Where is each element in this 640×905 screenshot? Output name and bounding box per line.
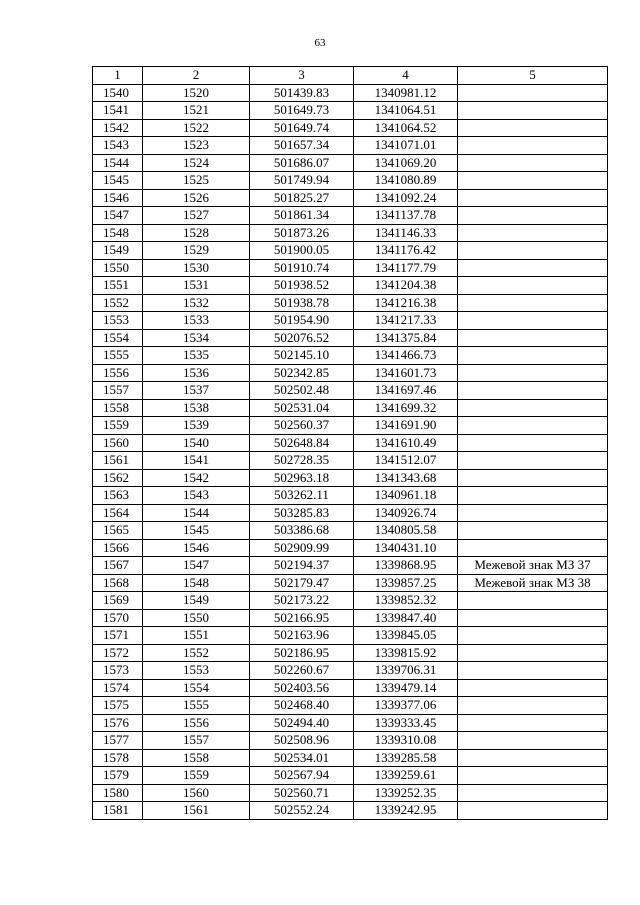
- y-coordinate-cell: 1341216.38: [354, 294, 458, 312]
- point-number-cell: 1566: [93, 539, 143, 557]
- point-number-cell: 1565: [93, 522, 143, 540]
- y-coordinate-cell: 1339852.32: [354, 592, 458, 610]
- point-number-cell: 1549: [93, 242, 143, 260]
- x-coordinate-cell: 502728.35: [250, 452, 354, 470]
- y-coordinate-cell: 1341092.24: [354, 189, 458, 207]
- point-id-cell: 1524: [143, 154, 250, 172]
- point-number-cell: 1541: [93, 102, 143, 120]
- table-row: [93, 487, 608, 505]
- y-coordinate-cell: 1341080.89: [354, 172, 458, 190]
- point-number-cell: 1552: [93, 294, 143, 312]
- point-number-cell: 1560: [93, 434, 143, 452]
- x-coordinate-cell: 502163.96: [250, 627, 354, 645]
- header-cell-1: 1: [93, 67, 143, 85]
- point-id-cell: 1551: [143, 627, 250, 645]
- table-row: [93, 662, 608, 680]
- note-cell: [458, 662, 608, 680]
- x-coordinate-cell: 502531.04: [250, 399, 354, 417]
- y-coordinate-cell: 1340961.18: [354, 487, 458, 505]
- point-number-cell: 1553: [93, 312, 143, 330]
- point-number-cell: 1555: [93, 347, 143, 365]
- table-row: [93, 137, 608, 155]
- note-cell: [458, 84, 608, 102]
- point-id-cell: 1542: [143, 469, 250, 487]
- note-cell: [458, 224, 608, 242]
- x-coordinate-cell: 502468.40: [250, 697, 354, 715]
- y-coordinate-cell: 1341204.38: [354, 277, 458, 295]
- header-cell-2: 2: [143, 67, 250, 85]
- point-number-cell: 1580: [93, 784, 143, 802]
- point-id-cell: 1529: [143, 242, 250, 260]
- note-cell: [458, 714, 608, 732]
- note-cell: [458, 189, 608, 207]
- table-row: [93, 592, 608, 610]
- point-id-cell: 1548: [143, 574, 250, 592]
- table-row: [93, 679, 608, 697]
- x-coordinate-cell: 501657.34: [250, 137, 354, 155]
- point-number-cell: 1548: [93, 224, 143, 242]
- x-coordinate-cell: 502567.94: [250, 767, 354, 785]
- point-number-cell: 1551: [93, 277, 143, 295]
- y-coordinate-cell: 1339845.05: [354, 627, 458, 645]
- point-id-cell: 1546: [143, 539, 250, 557]
- note-cell: [458, 767, 608, 785]
- point-id-cell: 1549: [143, 592, 250, 610]
- point-number-cell: 1561: [93, 452, 143, 470]
- y-coordinate-cell: 1340431.10: [354, 539, 458, 557]
- x-coordinate-cell: 501861.34: [250, 207, 354, 225]
- point-number-cell: 1556: [93, 364, 143, 382]
- point-number-cell: 1563: [93, 487, 143, 505]
- x-coordinate-cell: 501749.94: [250, 172, 354, 190]
- point-number-cell: 1550: [93, 259, 143, 277]
- point-id-cell: 1532: [143, 294, 250, 312]
- point-id-cell: 1521: [143, 102, 250, 120]
- header-cell-4: 4: [354, 67, 458, 85]
- y-coordinate-cell: 1339847.40: [354, 609, 458, 627]
- y-coordinate-cell: 1341176.42: [354, 242, 458, 260]
- note-cell: [458, 609, 608, 627]
- x-coordinate-cell: 502166.95: [250, 609, 354, 627]
- y-coordinate-cell: 1341217.33: [354, 312, 458, 330]
- note-cell: [458, 154, 608, 172]
- point-number-cell: 1568: [93, 574, 143, 592]
- point-number-cell: 1567: [93, 557, 143, 575]
- table-row: [93, 627, 608, 645]
- note-cell: [458, 119, 608, 137]
- point-number-cell: 1577: [93, 732, 143, 750]
- note-cell: Межевой знак МЗ 38: [458, 574, 608, 592]
- y-coordinate-cell: 1341512.07: [354, 452, 458, 470]
- point-number-cell: 1574: [93, 679, 143, 697]
- table-row: [93, 539, 608, 557]
- y-coordinate-cell: 1341697.46: [354, 382, 458, 400]
- point-id-cell: 1560: [143, 784, 250, 802]
- x-coordinate-cell: 502260.67: [250, 662, 354, 680]
- note-cell: [458, 644, 608, 662]
- y-coordinate-cell: 1341064.51: [354, 102, 458, 120]
- note-cell: [458, 434, 608, 452]
- y-coordinate-cell: 1339259.61: [354, 767, 458, 785]
- table-row: [93, 732, 608, 750]
- note-cell: [458, 364, 608, 382]
- coordinates-table: [92, 66, 608, 820]
- y-coordinate-cell: 1339868.95: [354, 557, 458, 575]
- table-row: [93, 312, 608, 330]
- note-cell: [458, 592, 608, 610]
- note-cell: [458, 329, 608, 347]
- point-id-cell: 1547: [143, 557, 250, 575]
- table-row: [93, 154, 608, 172]
- table-body: [93, 84, 608, 819]
- x-coordinate-cell: 501938.52: [250, 277, 354, 295]
- point-number-cell: 1545: [93, 172, 143, 190]
- y-coordinate-cell: 1340805.58: [354, 522, 458, 540]
- point-id-cell: 1556: [143, 714, 250, 732]
- y-coordinate-cell: 1339857.25: [354, 574, 458, 592]
- point-number-cell: 1554: [93, 329, 143, 347]
- header-cell-3: 3: [250, 67, 354, 85]
- y-coordinate-cell: 1339310.08: [354, 732, 458, 750]
- table-row: [93, 294, 608, 312]
- note-cell: [458, 487, 608, 505]
- note-cell: [458, 469, 608, 487]
- table-row: [93, 749, 608, 767]
- y-coordinate-cell: 1341699.32: [354, 399, 458, 417]
- y-coordinate-cell: 1339377.06: [354, 697, 458, 715]
- table-row: [93, 434, 608, 452]
- x-coordinate-cell: 501649.73: [250, 102, 354, 120]
- x-coordinate-cell: 502403.56: [250, 679, 354, 697]
- note-cell: [458, 137, 608, 155]
- header-cell-5: 5: [458, 67, 608, 85]
- table-row: [93, 189, 608, 207]
- x-coordinate-cell: 501825.27: [250, 189, 354, 207]
- note-cell: [458, 312, 608, 330]
- point-number-cell: 1579: [93, 767, 143, 785]
- point-id-cell: 1536: [143, 364, 250, 382]
- point-id-cell: 1541: [143, 452, 250, 470]
- table-row: [93, 417, 608, 435]
- point-id-cell: 1528: [143, 224, 250, 242]
- table-row: [93, 784, 608, 802]
- point-id-cell: 1537: [143, 382, 250, 400]
- point-id-cell: 1544: [143, 504, 250, 522]
- table-row: [93, 714, 608, 732]
- table-row: [93, 224, 608, 242]
- y-coordinate-cell: 1341137.78: [354, 207, 458, 225]
- x-coordinate-cell: 502494.40: [250, 714, 354, 732]
- y-coordinate-cell: 1341177.79: [354, 259, 458, 277]
- table-row: [93, 399, 608, 417]
- x-coordinate-cell: 503262.11: [250, 487, 354, 505]
- note-cell: [458, 452, 608, 470]
- point-number-cell: 1572: [93, 644, 143, 662]
- y-coordinate-cell: 1341343.68: [354, 469, 458, 487]
- note-cell: [458, 539, 608, 557]
- table-row: [93, 767, 608, 785]
- table-row: [93, 207, 608, 225]
- table-row: [93, 172, 608, 190]
- point-id-cell: 1558: [143, 749, 250, 767]
- note-cell: [458, 504, 608, 522]
- y-coordinate-cell: 1339706.31: [354, 662, 458, 680]
- point-number-cell: 1562: [93, 469, 143, 487]
- point-number-cell: 1540: [93, 84, 143, 102]
- point-id-cell: 1552: [143, 644, 250, 662]
- point-id-cell: 1557: [143, 732, 250, 750]
- point-id-cell: 1534: [143, 329, 250, 347]
- x-coordinate-cell: 502145.10: [250, 347, 354, 365]
- y-coordinate-cell: 1339815.92: [354, 644, 458, 662]
- table-row: [93, 364, 608, 382]
- point-number-cell: 1557: [93, 382, 143, 400]
- point-id-cell: 1530: [143, 259, 250, 277]
- y-coordinate-cell: 1341146.33: [354, 224, 458, 242]
- table-row: [93, 347, 608, 365]
- note-cell: [458, 417, 608, 435]
- x-coordinate-cell: 502186.95: [250, 644, 354, 662]
- y-coordinate-cell: 1340926.74: [354, 504, 458, 522]
- x-coordinate-cell: 502534.01: [250, 749, 354, 767]
- point-id-cell: 1543: [143, 487, 250, 505]
- point-id-cell: 1539: [143, 417, 250, 435]
- point-id-cell: 1525: [143, 172, 250, 190]
- note-cell: [458, 242, 608, 260]
- note-cell: [458, 172, 608, 190]
- table-row: [93, 574, 608, 592]
- y-coordinate-cell: 1341610.49: [354, 434, 458, 452]
- y-coordinate-cell: 1339242.95: [354, 802, 458, 820]
- x-coordinate-cell: 502552.24: [250, 802, 354, 820]
- point-number-cell: 1573: [93, 662, 143, 680]
- table-row: [93, 329, 608, 347]
- note-cell: [458, 207, 608, 225]
- point-id-cell: 1520: [143, 84, 250, 102]
- table-row: [93, 644, 608, 662]
- x-coordinate-cell: 501938.78: [250, 294, 354, 312]
- x-coordinate-cell: 502502.48: [250, 382, 354, 400]
- note-cell: [458, 102, 608, 120]
- y-coordinate-cell: 1341064.52: [354, 119, 458, 137]
- y-coordinate-cell: 1339285.58: [354, 749, 458, 767]
- point-id-cell: 1545: [143, 522, 250, 540]
- note-cell: [458, 679, 608, 697]
- note-cell: [458, 749, 608, 767]
- point-id-cell: 1550: [143, 609, 250, 627]
- point-number-cell: 1543: [93, 137, 143, 155]
- table-row: [93, 102, 608, 120]
- note-cell: [458, 522, 608, 540]
- y-coordinate-cell: 1341691.90: [354, 417, 458, 435]
- note-cell: [458, 697, 608, 715]
- point-number-cell: 1571: [93, 627, 143, 645]
- x-coordinate-cell: 502560.71: [250, 784, 354, 802]
- point-number-cell: 1558: [93, 399, 143, 417]
- point-number-cell: 1576: [93, 714, 143, 732]
- point-id-cell: 1540: [143, 434, 250, 452]
- note-cell: [458, 399, 608, 417]
- y-coordinate-cell: 1339479.14: [354, 679, 458, 697]
- x-coordinate-cell: 501649.74: [250, 119, 354, 137]
- y-coordinate-cell: 1341601.73: [354, 364, 458, 382]
- point-id-cell: 1527: [143, 207, 250, 225]
- table-row: [93, 802, 608, 820]
- x-coordinate-cell: 501873.26: [250, 224, 354, 242]
- x-coordinate-cell: 503285.83: [250, 504, 354, 522]
- point-number-cell: 1581: [93, 802, 143, 820]
- x-coordinate-cell: 502342.85: [250, 364, 354, 382]
- point-number-cell: 1546: [93, 189, 143, 207]
- point-id-cell: 1553: [143, 662, 250, 680]
- x-coordinate-cell: 502560.37: [250, 417, 354, 435]
- point-id-cell: 1523: [143, 137, 250, 155]
- table-row: [93, 452, 608, 470]
- y-coordinate-cell: 1341071.01: [354, 137, 458, 155]
- note-cell: [458, 347, 608, 365]
- table-row: [93, 609, 608, 627]
- x-coordinate-cell: 502076.52: [250, 329, 354, 347]
- table-row: [93, 469, 608, 487]
- note-cell: [458, 294, 608, 312]
- y-coordinate-cell: 1341069.20: [354, 154, 458, 172]
- point-id-cell: 1522: [143, 119, 250, 137]
- note-cell: Межевой знак МЗ 37: [458, 557, 608, 575]
- y-coordinate-cell: 1341466.73: [354, 347, 458, 365]
- point-number-cell: 1569: [93, 592, 143, 610]
- point-number-cell: 1575: [93, 697, 143, 715]
- note-cell: [458, 802, 608, 820]
- x-coordinate-cell: 502173.22: [250, 592, 354, 610]
- point-number-cell: 1559: [93, 417, 143, 435]
- point-id-cell: 1554: [143, 679, 250, 697]
- table-row: [93, 557, 608, 575]
- note-cell: [458, 277, 608, 295]
- table-row: [93, 522, 608, 540]
- x-coordinate-cell: 502648.84: [250, 434, 354, 452]
- x-coordinate-cell: 502909.99: [250, 539, 354, 557]
- y-coordinate-cell: 1339252.35: [354, 784, 458, 802]
- point-id-cell: 1535: [143, 347, 250, 365]
- point-id-cell: 1559: [143, 767, 250, 785]
- table-header-row: [93, 67, 608, 85]
- point-number-cell: 1547: [93, 207, 143, 225]
- x-coordinate-cell: 502179.47: [250, 574, 354, 592]
- page-number: 63: [314, 37, 326, 49]
- table-row: [93, 84, 608, 102]
- table-row: [93, 259, 608, 277]
- note-cell: [458, 627, 608, 645]
- x-coordinate-cell: 502508.96: [250, 732, 354, 750]
- table-row: [93, 504, 608, 522]
- table-row: [93, 277, 608, 295]
- x-coordinate-cell: 501439.83: [250, 84, 354, 102]
- x-coordinate-cell: 501954.90: [250, 312, 354, 330]
- note-cell: [458, 732, 608, 750]
- point-number-cell: 1570: [93, 609, 143, 627]
- y-coordinate-cell: 1339333.45: [354, 714, 458, 732]
- note-cell: [458, 259, 608, 277]
- x-coordinate-cell: 502194.37: [250, 557, 354, 575]
- y-coordinate-cell: 1341375.84: [354, 329, 458, 347]
- y-coordinate-cell: 1340981.12: [354, 84, 458, 102]
- point-number-cell: 1564: [93, 504, 143, 522]
- point-number-cell: 1542: [93, 119, 143, 137]
- x-coordinate-cell: 502963.18: [250, 469, 354, 487]
- point-id-cell: 1555: [143, 697, 250, 715]
- x-coordinate-cell: 503386.68: [250, 522, 354, 540]
- point-number-cell: 1544: [93, 154, 143, 172]
- x-coordinate-cell: 501910.74: [250, 259, 354, 277]
- note-cell: [458, 784, 608, 802]
- x-coordinate-cell: 501900.05: [250, 242, 354, 260]
- point-number-cell: 1578: [93, 749, 143, 767]
- note-cell: [458, 382, 608, 400]
- point-id-cell: 1561: [143, 802, 250, 820]
- table-row: [93, 242, 608, 260]
- table-row: [93, 119, 608, 137]
- point-id-cell: 1526: [143, 189, 250, 207]
- table-row: [93, 382, 608, 400]
- x-coordinate-cell: 501686.07: [250, 154, 354, 172]
- point-id-cell: 1538: [143, 399, 250, 417]
- point-id-cell: 1531: [143, 277, 250, 295]
- table-row: [93, 697, 608, 715]
- point-id-cell: 1533: [143, 312, 250, 330]
